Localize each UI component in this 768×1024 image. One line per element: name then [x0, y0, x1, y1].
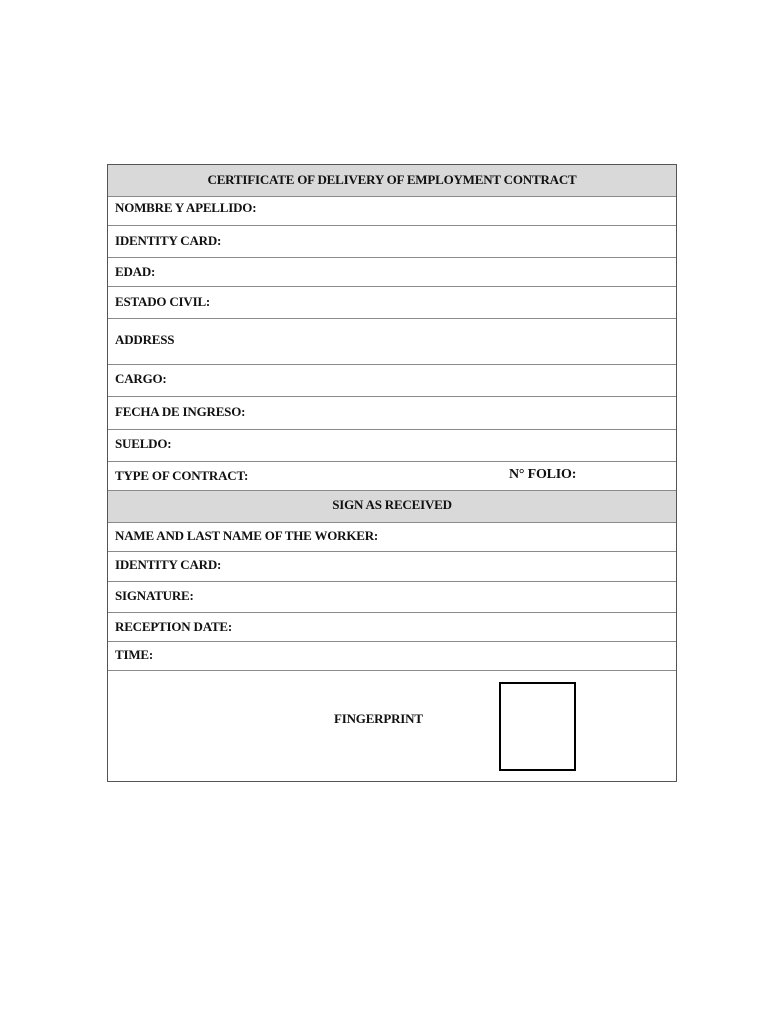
civil-status-label: ESTADO CIVIL: [115, 294, 211, 309]
age-label: EDAD: [115, 264, 156, 279]
identity-card-row [108, 226, 676, 258]
contract-type-label: TYPE OF CONTRACT: [115, 468, 249, 483]
position-label: CARGO: [115, 371, 167, 386]
position-row [108, 365, 676, 397]
employment-contract-form [107, 164, 677, 782]
identity-card-label: IDENTITY CARD: [115, 233, 222, 248]
salary-label: SUELDO: [115, 436, 172, 451]
fingerprint-row [108, 671, 676, 781]
receipt-title-row [108, 491, 676, 523]
name-row [108, 197, 676, 226]
age-row [108, 258, 676, 287]
worker-name-row [108, 523, 676, 552]
address-row [108, 319, 676, 365]
address-label: ADDRESS [115, 332, 175, 347]
start-date-row [108, 397, 676, 430]
fingerprint-label: FINGERPRINT [334, 711, 423, 726]
start-date-label: FECHA DE INGRESO: [115, 404, 246, 419]
worker-identity-card-label: IDENTITY CARD: [115, 557, 222, 572]
time-label: TIME: [115, 647, 154, 662]
worker-name-label: NAME AND LAST NAME OF THE WORKER: [115, 528, 379, 543]
salary-row [108, 430, 676, 462]
name-label: NOMBRE Y APELLIDO: [115, 200, 257, 215]
contract-type-row [108, 462, 676, 491]
reception-date-row [108, 613, 676, 642]
time-row [108, 642, 676, 671]
signature-row [108, 582, 676, 613]
form-title: CERTIFICATE OF DELIVERY OF EMPLOYMENT CONTRACT [207, 172, 577, 187]
reception-date-label: RECEPTION DATE: [115, 619, 233, 634]
receipt-title: SIGN AS RECEIVED [332, 497, 452, 512]
fingerprint-box [499, 682, 576, 771]
form-title-row [108, 165, 676, 197]
worker-identity-card-row [108, 552, 676, 582]
folio-label: N° FOLIO: [509, 467, 577, 482]
civil-status-row [108, 287, 676, 319]
signature-label: SIGNATURE: [115, 588, 194, 603]
